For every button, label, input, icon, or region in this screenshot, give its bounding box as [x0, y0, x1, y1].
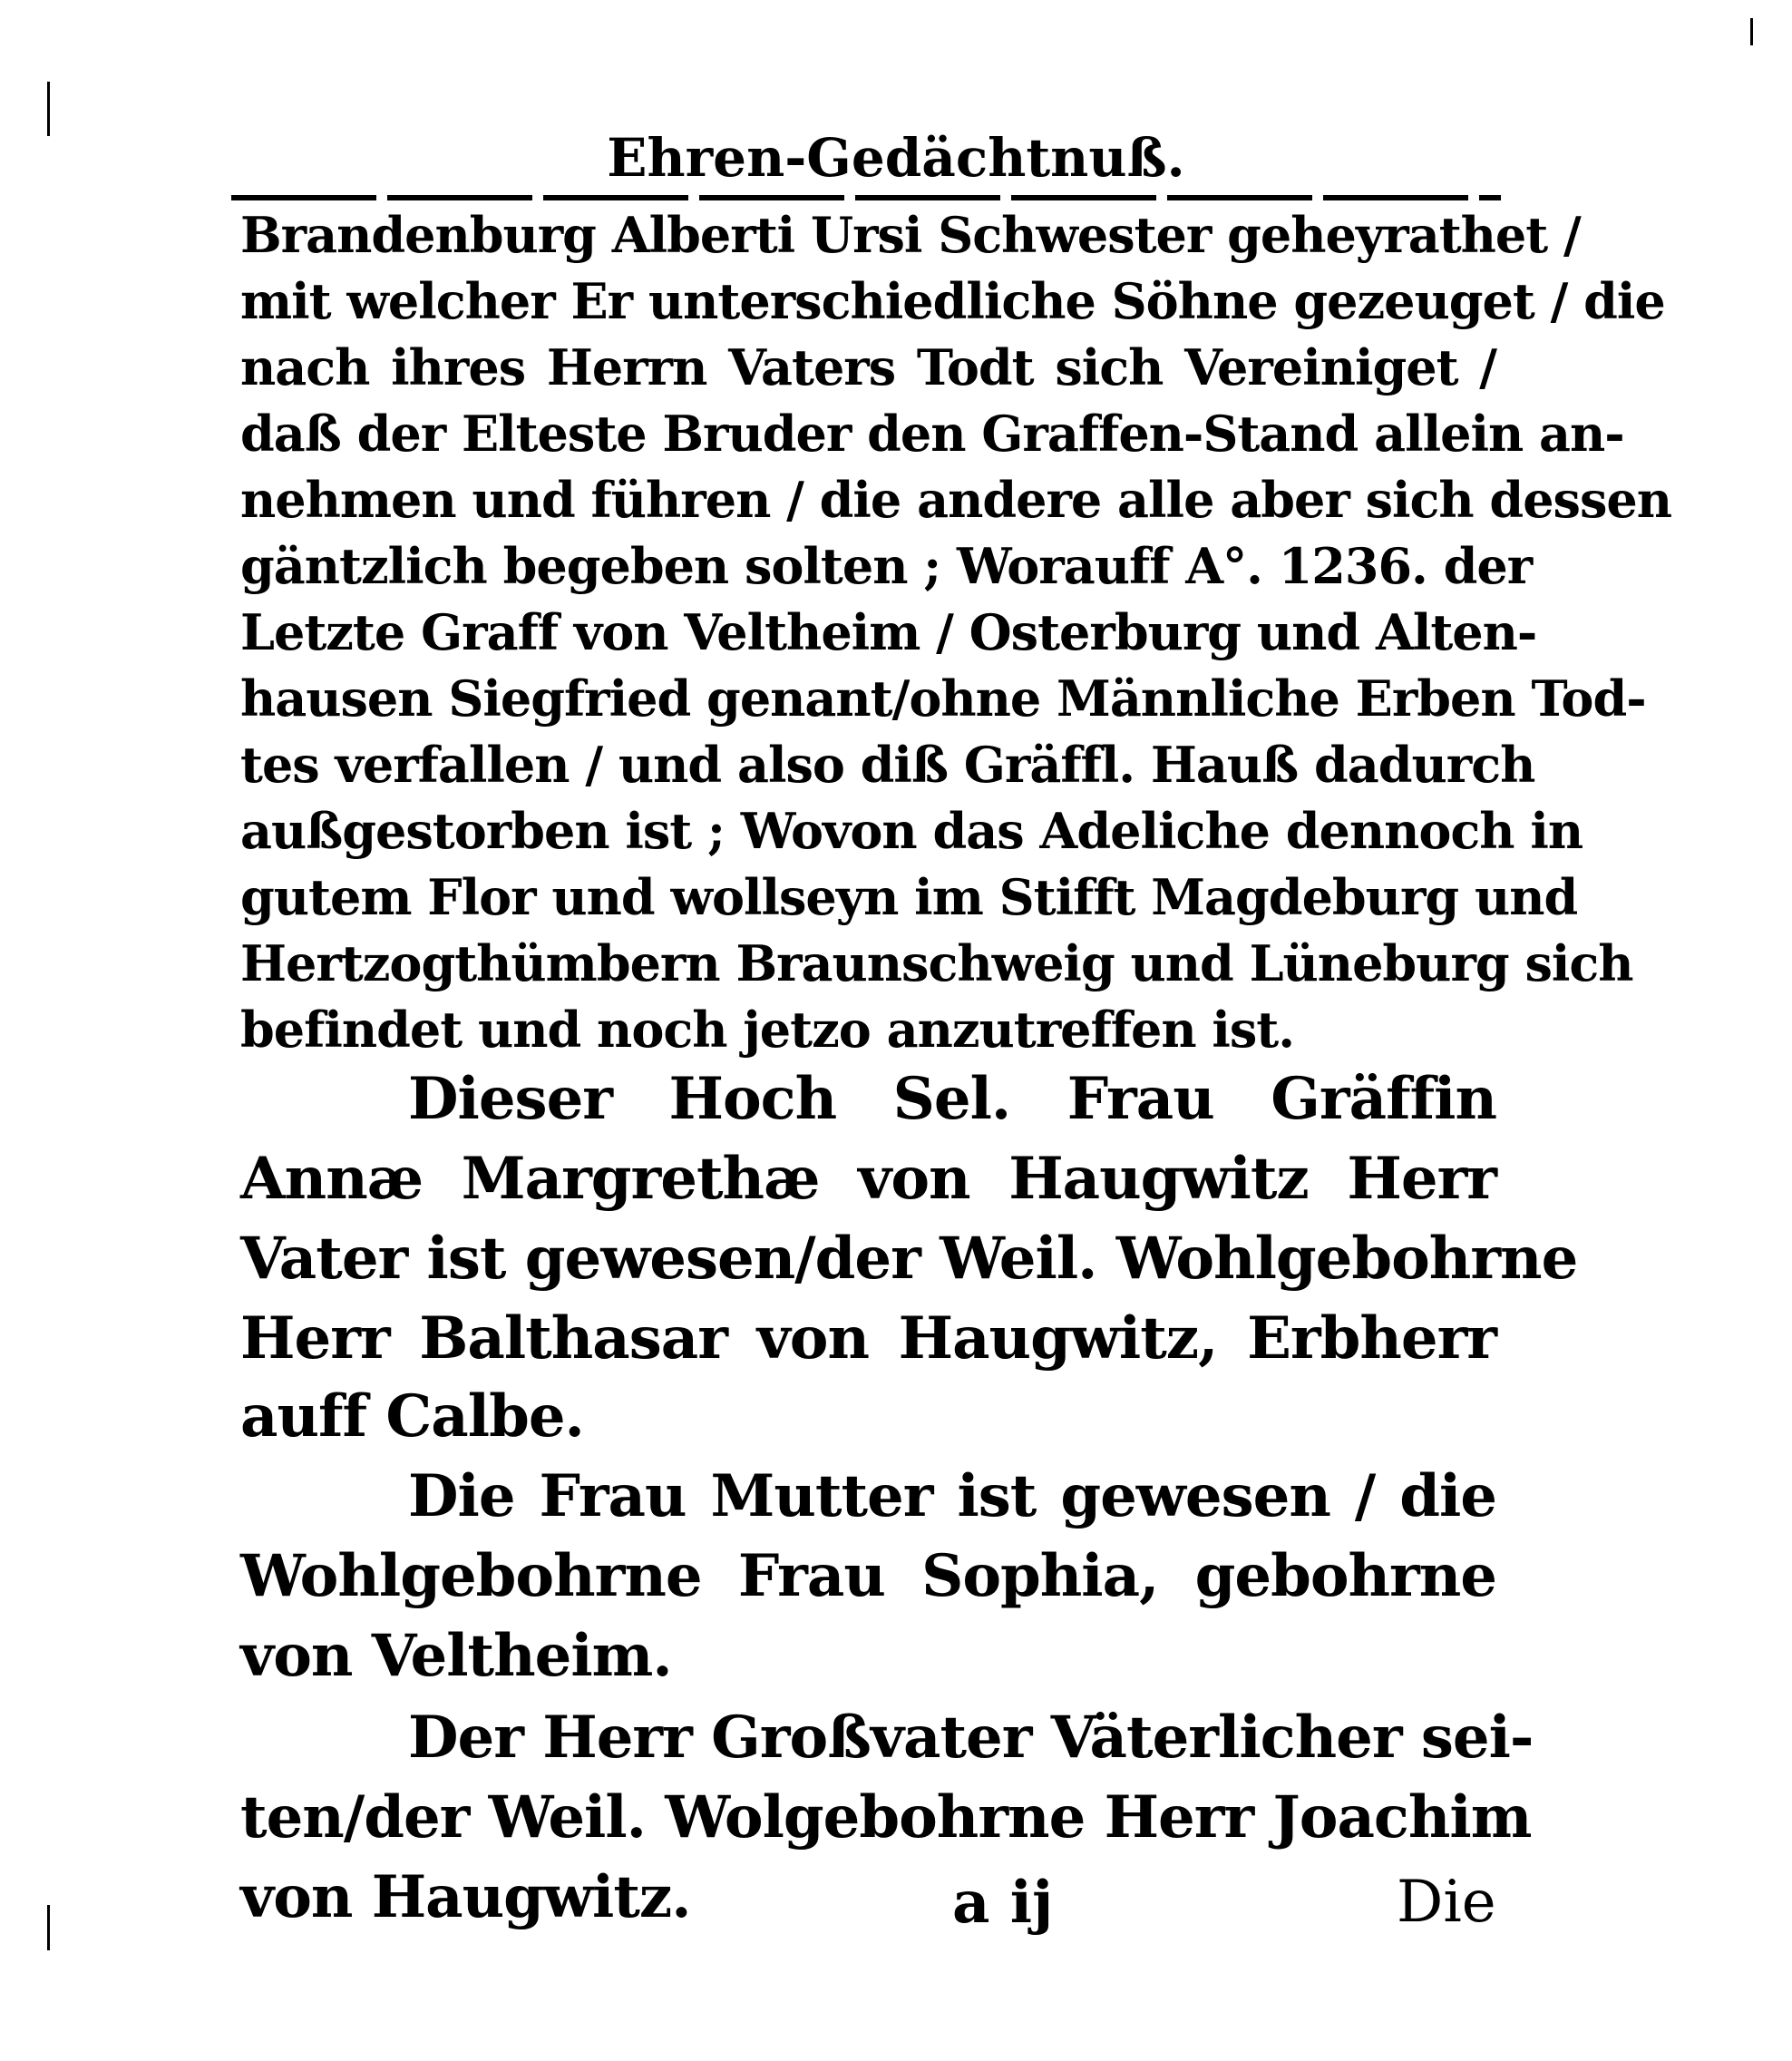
text-line: nehmen und führen / die andere alle aber sich dessen	[240, 471, 1671, 529]
text-line: Die Frau Mutter ist gewesen / die	[408, 1462, 1496, 1530]
text-line: Annæ Margrethæ von Haugwitz Herr	[240, 1145, 1496, 1213]
scan-edge-mark	[47, 1905, 50, 1950]
catchword: Die	[1397, 1869, 1496, 1936]
text-line: Herr Balthasar von Haugwitz, Erbherr	[240, 1304, 1496, 1372]
scan-edge-mark	[1750, 18, 1753, 45]
text-line: Hertzogthümbern Braunschweig und Lüneburg sich	[240, 934, 1633, 992]
running-title: Ehren-Gedächtnuß.	[607, 127, 1185, 189]
text-line: von Haugwitz.	[240, 1863, 691, 1931]
text-line: von Veltheim.	[240, 1622, 672, 1690]
text-line: mit welcher Er unterschiedliche Söhne gezeuget / die	[240, 272, 1665, 330]
text-line: gutem Flor und wollseyn im Stifft Magdeburg und	[240, 868, 1578, 926]
text-line: tes verfallen / und also diß Gräffl. Hauß dadurch	[240, 736, 1535, 794]
header-rule	[231, 195, 1501, 200]
text-line: ten/der Weil. Wolgebohrne Herr Joachim	[240, 1783, 1532, 1851]
text-line: nach ihres Herrn Vaters Todt sich Vereiniget /	[240, 338, 1496, 396]
text-line: außgestorben ist ; Wovon das Adeliche dennoch in	[240, 802, 1583, 860]
text-line: auff Calbe.	[240, 1382, 584, 1451]
text-line: gäntzlich begeben solten ; Worauff A°. 1236. der	[240, 537, 1533, 595]
text-line: Dieser Hoch Sel. Frau Gräffin	[408, 1065, 1496, 1133]
text-line: befindet und noch jetzo anzutreffen ist.	[240, 1001, 1295, 1059]
text-line: hausen Siegfried genant/ohne Männliche Erben Tod-	[240, 669, 1646, 728]
signature-mark: a ij	[952, 1869, 1054, 1937]
text-line: Der Herr Großvater Väterlicher sei-	[408, 1704, 1534, 1772]
text-line: Vater ist gewesen/der Weil. Wohlgebohrne	[240, 1225, 1578, 1293]
text-line: daß der Elteste Bruder den Graffen-Stand allein an-	[240, 405, 1624, 463]
text-line: Brandenburg Alberti Ursi Schwester geheyrathet /	[240, 206, 1581, 264]
scan-edge-mark	[47, 82, 50, 136]
text-line: Wohlgebohrne Frau Sophia, gebohrne	[240, 1542, 1496, 1610]
text-line: Letzte Graff von Veltheim / Osterburg und Alten-	[240, 603, 1537, 661]
